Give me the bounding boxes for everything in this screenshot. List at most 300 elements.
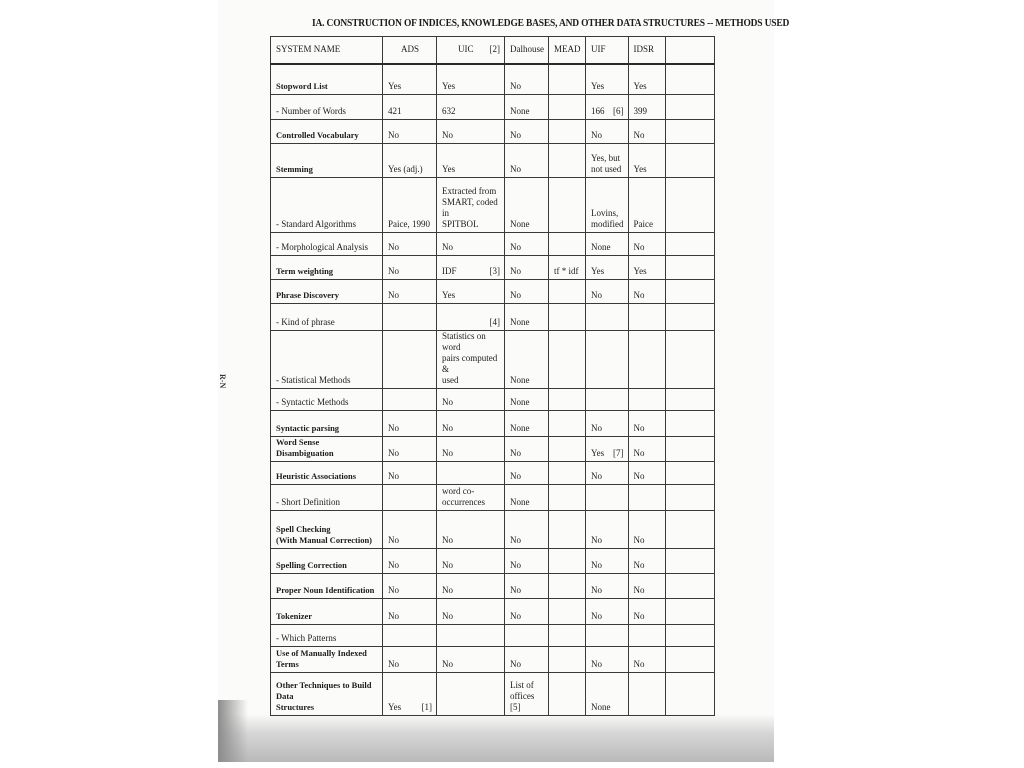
table-cell: [549, 144, 586, 178]
table-cell: [505, 574, 549, 599]
header-cell: [505, 37, 549, 64]
table-row: [271, 233, 715, 256]
header-cell: [665, 37, 714, 64]
row-label: [271, 599, 383, 625]
table-cell: [665, 574, 714, 599]
table-cell: [665, 485, 714, 511]
row-label-text: - Number of Words: [276, 106, 346, 116]
cell-text: None: [510, 423, 530, 433]
cell-text: No: [633, 659, 645, 669]
table-cell: [549, 437, 586, 462]
row-label: [271, 437, 383, 462]
row-label-text: Spell Checking (With Manual Correction): [276, 524, 373, 545]
cell-text: ADS: [400, 44, 419, 55]
table-cell: [505, 411, 549, 437]
table-cell: [383, 485, 437, 511]
table-cell: [665, 647, 714, 673]
table-body: [271, 37, 715, 716]
table-cell: [505, 462, 549, 485]
cell-text: IDSR: [633, 44, 655, 55]
table-cell: [505, 549, 549, 574]
cell-text: No: [388, 266, 399, 276]
table-row: [271, 144, 715, 178]
cell-text: None: [510, 106, 530, 116]
cell-text: No: [633, 448, 645, 458]
cell-text: None: [591, 242, 611, 252]
table-cell: [549, 485, 586, 511]
table-cell: [665, 256, 714, 280]
table-cell: [549, 574, 586, 599]
row-label-text: - Short Definition: [276, 497, 340, 507]
cell-text: No: [510, 130, 521, 140]
table-cell: [437, 437, 505, 462]
table-cell: [628, 485, 665, 511]
row-label: [271, 511, 383, 549]
table-row: [271, 411, 715, 437]
table-cell: [628, 304, 665, 331]
row-label-text: Tokenizer: [276, 611, 313, 621]
cell-text: No: [388, 471, 399, 481]
cell-text: No: [633, 130, 645, 140]
cell-text: No: [442, 397, 453, 407]
row-label: [271, 462, 383, 485]
row-label: [271, 304, 383, 331]
table-row: [271, 178, 715, 233]
cell-text: No: [591, 585, 602, 595]
table-cell: [505, 511, 549, 549]
table-cell: [549, 120, 586, 144]
row-label: [271, 233, 383, 256]
table-cell: [665, 120, 714, 144]
cell-text: No: [510, 560, 521, 570]
table-row: [271, 437, 715, 462]
table-row: [271, 625, 715, 647]
table-row: [271, 574, 715, 599]
cell-text: Yes (adj.): [388, 164, 423, 174]
table-cell: [628, 647, 665, 673]
table-cell: [437, 625, 505, 647]
row-label-text: Use of Manually Indexed Terms: [276, 648, 367, 669]
cell-text: No: [633, 560, 645, 570]
row-label-text: Other Techniques to Build Data Structures: [276, 680, 372, 712]
cell-text: UIF: [591, 44, 606, 55]
cell-text: No: [591, 290, 602, 300]
table-cell: [437, 95, 505, 120]
table-cell: [383, 178, 437, 233]
table-row: [271, 485, 715, 511]
cell-text: Paice, 1990: [388, 219, 430, 229]
table-cell: [505, 120, 549, 144]
row-label-text: Spelling Correction: [276, 560, 347, 570]
table-cell: [383, 411, 437, 437]
cell-text: Yes: [633, 266, 647, 276]
table-cell: [437, 462, 505, 485]
table-cell: [586, 411, 629, 437]
cell-text: No: [633, 535, 645, 545]
row-label: [271, 673, 383, 716]
table-cell: [586, 331, 629, 389]
row-label: [271, 625, 383, 647]
cell-text: No: [442, 611, 453, 621]
table-row: [271, 599, 715, 625]
table-cell: [383, 120, 437, 144]
table-row: [271, 95, 715, 120]
cell-text: Yes: [591, 448, 605, 458]
table-cell: [549, 511, 586, 549]
header-cell: [628, 37, 665, 64]
row-label-text: - Standard Algorithms: [276, 219, 356, 229]
cell-text: No: [388, 611, 399, 621]
table-cell: [549, 331, 586, 389]
table-cell: [549, 95, 586, 120]
table-cell: [437, 599, 505, 625]
cell-text: No: [633, 611, 645, 621]
cell-text: No: [591, 560, 602, 570]
footnote-ref: [6]: [613, 106, 624, 116]
cell-text: No: [510, 81, 521, 91]
table-cell: [383, 574, 437, 599]
table-row: [271, 462, 715, 485]
table-cell: [437, 485, 505, 511]
table-cell: [505, 304, 549, 331]
table-cell: [586, 462, 629, 485]
table-row: [271, 331, 715, 389]
table-cell: [383, 95, 437, 120]
table-cell: [586, 673, 629, 716]
table-cell: [586, 64, 629, 95]
row-label: [271, 331, 383, 389]
row-label-text: - Syntactic Methods: [276, 397, 349, 407]
table-cell: [586, 233, 629, 256]
cell-text: No: [510, 164, 521, 174]
cell-text: No: [388, 585, 399, 595]
table-cell: [383, 280, 437, 304]
table-cell: [549, 280, 586, 304]
table-cell: [586, 389, 629, 411]
table-cell: [586, 144, 629, 178]
table-cell: [437, 411, 505, 437]
cell-text: No: [442, 585, 453, 595]
table-cell: [665, 625, 714, 647]
cell-text: No: [510, 535, 521, 545]
table-cell: [505, 485, 549, 511]
footnote-ref: [1]: [421, 702, 432, 712]
cell-text: No: [388, 659, 399, 669]
table-cell: [665, 599, 714, 625]
cell-text: No: [388, 448, 399, 458]
table-cell: [437, 574, 505, 599]
row-label: [271, 95, 383, 120]
row-label: [271, 178, 383, 233]
table-row: [271, 64, 715, 95]
table-cell: [628, 120, 665, 144]
table-cell: [628, 95, 665, 120]
cell-text: No: [633, 423, 645, 433]
table-cell: [586, 549, 629, 574]
cell-text: Yes: [442, 164, 456, 174]
document-title: IA. CONSTRUCTION OF INDICES, KNOWLEDGE BASES, AND OTHER DATA STRUCTURES -- METHODS USED: [312, 17, 790, 29]
table-cell: [505, 256, 549, 280]
table-cell: [383, 511, 437, 549]
table-cell: [505, 144, 549, 178]
cell-text: Yes: [633, 164, 647, 174]
table-cell: [586, 647, 629, 673]
table-cell: [437, 178, 505, 233]
table-cell: [628, 389, 665, 411]
cell-text: None: [510, 397, 530, 407]
table-cell: [628, 256, 665, 280]
table-cell: [437, 549, 505, 574]
cell-text: No: [388, 560, 399, 570]
cell-text: None: [510, 317, 530, 327]
table-cell: [586, 304, 629, 331]
table-cell: [383, 64, 437, 95]
cell-text: No: [510, 290, 521, 300]
table-cell: [437, 511, 505, 549]
cell-text: No: [633, 242, 645, 252]
table-row: [271, 304, 715, 331]
table-cell: [505, 64, 549, 95]
page-marker: R-N: [218, 374, 227, 389]
row-label: [271, 411, 383, 437]
row-label: [271, 144, 383, 178]
table-cell: [628, 599, 665, 625]
table-cell: [505, 95, 549, 120]
table-cell: [628, 178, 665, 233]
header-row: [271, 37, 715, 64]
cell-text: Extracted from SMART, coded in SPITBOL: [442, 186, 498, 229]
table-cell: [665, 144, 714, 178]
table-cell: [665, 280, 714, 304]
cell-text: No: [442, 659, 453, 669]
cell-text: 166: [591, 106, 605, 116]
table-cell: [505, 331, 549, 389]
table-cell: [665, 331, 714, 389]
table-cell: [437, 144, 505, 178]
cell-text: No: [442, 130, 453, 140]
footnote-ref: [3]: [489, 266, 500, 276]
table-cell: [383, 389, 437, 411]
table-cell: [505, 437, 549, 462]
cell-text: Yes: [591, 81, 605, 91]
cell-text: No: [633, 585, 645, 595]
cell-text: None: [510, 497, 530, 507]
table-cell: [665, 304, 714, 331]
table-cell: [628, 549, 665, 574]
row-label-text: - Morphological Analysis: [276, 242, 368, 252]
cell-text: MEAD: [554, 44, 581, 55]
header-cell: [549, 37, 586, 64]
table-cell: [549, 304, 586, 331]
table-cell: [505, 178, 549, 233]
row-label: [271, 574, 383, 599]
cell-text: tf * idf: [554, 266, 579, 276]
cell-text: No: [442, 535, 453, 545]
table-row: [271, 280, 715, 304]
footnote-ref: [4]: [489, 317, 500, 327]
table-row: [271, 389, 715, 411]
row-label-text: Phrase Discovery: [276, 290, 340, 300]
table-cell: [665, 178, 714, 233]
table-row: [271, 120, 715, 144]
table-cell: [628, 673, 665, 716]
cell-text: No: [442, 448, 453, 458]
table-cell: [628, 331, 665, 389]
table-cell: [383, 599, 437, 625]
cell-text: No: [591, 611, 602, 621]
row-label-text: Heuristic Associations: [276, 471, 357, 481]
cell-text: Yes: [442, 81, 456, 91]
table-cell: [586, 256, 629, 280]
table-cell: [437, 64, 505, 95]
table-cell: [665, 437, 714, 462]
table-cell: [437, 233, 505, 256]
table-cell: [383, 549, 437, 574]
table-cell: [549, 256, 586, 280]
table-cell: [505, 389, 549, 411]
cell-text: 632: [442, 106, 456, 116]
table-cell: [549, 411, 586, 437]
cell-text: No: [591, 130, 602, 140]
row-label: [271, 389, 383, 411]
cell-text: Yes: [388, 81, 402, 91]
row-label: [271, 256, 383, 280]
table-cell: [505, 647, 549, 673]
cell-text: None: [591, 702, 611, 712]
cell-text: Yes: [388, 702, 402, 712]
table-cell: [628, 280, 665, 304]
cell-text: No: [591, 535, 602, 545]
table-cell: [586, 511, 629, 549]
table-cell: [549, 389, 586, 411]
header-cell: [586, 37, 629, 64]
cell-text: No: [633, 290, 645, 300]
table-cell: [586, 485, 629, 511]
row-label-text: Stemming: [276, 164, 313, 174]
row-label-text: Term weighting: [276, 266, 334, 276]
table-cell: [586, 599, 629, 625]
table-cell: [383, 331, 437, 389]
table-cell: [665, 511, 714, 549]
table-cell: [505, 599, 549, 625]
cell-text: No: [510, 611, 521, 621]
row-label: [271, 120, 383, 144]
table-cell: [383, 647, 437, 673]
scan-corner-shadow: [218, 700, 248, 762]
cell-text: No: [510, 266, 521, 276]
cell-text: No: [591, 471, 602, 481]
row-label-text: Syntactic parsing: [276, 423, 340, 433]
cell-text: IDF: [442, 266, 457, 276]
cell-text: No: [633, 471, 645, 481]
cell-text: No: [388, 242, 399, 252]
table-cell: [549, 599, 586, 625]
methods-table: [270, 36, 715, 716]
table-cell: [665, 549, 714, 574]
table-cell: [665, 95, 714, 120]
cell-text: No: [442, 423, 453, 433]
table-cell: [586, 280, 629, 304]
table-cell: [665, 233, 714, 256]
table-cell: [628, 462, 665, 485]
cell-text: No: [591, 659, 602, 669]
system-name-header: SYSTEM NAME: [271, 37, 383, 64]
table-cell: [505, 233, 549, 256]
header-cell: [437, 37, 505, 64]
table-cell: [665, 462, 714, 485]
row-label-text: Proper Noun Identification: [276, 585, 375, 595]
table-cell: [586, 437, 629, 462]
cell-text: Yes: [633, 81, 647, 91]
footnote-ref: [7]: [613, 448, 624, 458]
table-cell: [505, 625, 549, 647]
table-cell: [586, 574, 629, 599]
cell-text: Yes: [442, 290, 456, 300]
cell-text: No: [510, 659, 521, 669]
table-row: [271, 511, 715, 549]
table-cell: [383, 673, 437, 716]
table-cell: [628, 411, 665, 437]
cell-text: No: [388, 290, 399, 300]
table-cell: [628, 437, 665, 462]
table-cell: [505, 280, 549, 304]
cell-text: No: [591, 423, 602, 433]
cell-text: 399: [633, 106, 647, 116]
table-row: [271, 256, 715, 280]
cell-text: No: [388, 535, 399, 545]
row-label-text: Word Sense Disambiguation: [276, 437, 334, 458]
table-cell: [628, 511, 665, 549]
table-row: [271, 673, 715, 716]
cell-text: No: [510, 585, 521, 595]
row-label: [271, 64, 383, 95]
table-cell: [549, 549, 586, 574]
table-cell: [628, 625, 665, 647]
table-cell: [586, 625, 629, 647]
table-cell: [383, 233, 437, 256]
cell-text: 421: [388, 106, 402, 116]
table-cell: [383, 625, 437, 647]
table-row: [271, 549, 715, 574]
cell-text: No: [510, 448, 521, 458]
cell-text: Lovins, modified: [591, 208, 624, 229]
table-cell: [437, 256, 505, 280]
table-row: [271, 647, 715, 673]
table-cell: [437, 120, 505, 144]
table-cell: [628, 64, 665, 95]
table-cell: [665, 673, 714, 716]
table-cell: [549, 673, 586, 716]
table-cell: [437, 280, 505, 304]
cell-text: Statistics on word pairs computed & used: [442, 331, 498, 385]
table-cell: [383, 462, 437, 485]
table-cell: [437, 647, 505, 673]
table-cell: [549, 233, 586, 256]
row-label: [271, 280, 383, 304]
row-label-text: - Kind of phrase: [276, 317, 335, 327]
table-cell: [383, 437, 437, 462]
table-cell: [628, 233, 665, 256]
cell-text: Paice: [633, 219, 653, 229]
cell-text: word co-occurrences: [442, 486, 485, 507]
row-label: [271, 647, 383, 673]
table-cell: [628, 144, 665, 178]
cell-text: No: [510, 471, 521, 481]
table-cell: [383, 144, 437, 178]
row-label-text: Stopword List: [276, 81, 328, 91]
table-cell: [549, 64, 586, 95]
table-cell: [437, 389, 505, 411]
